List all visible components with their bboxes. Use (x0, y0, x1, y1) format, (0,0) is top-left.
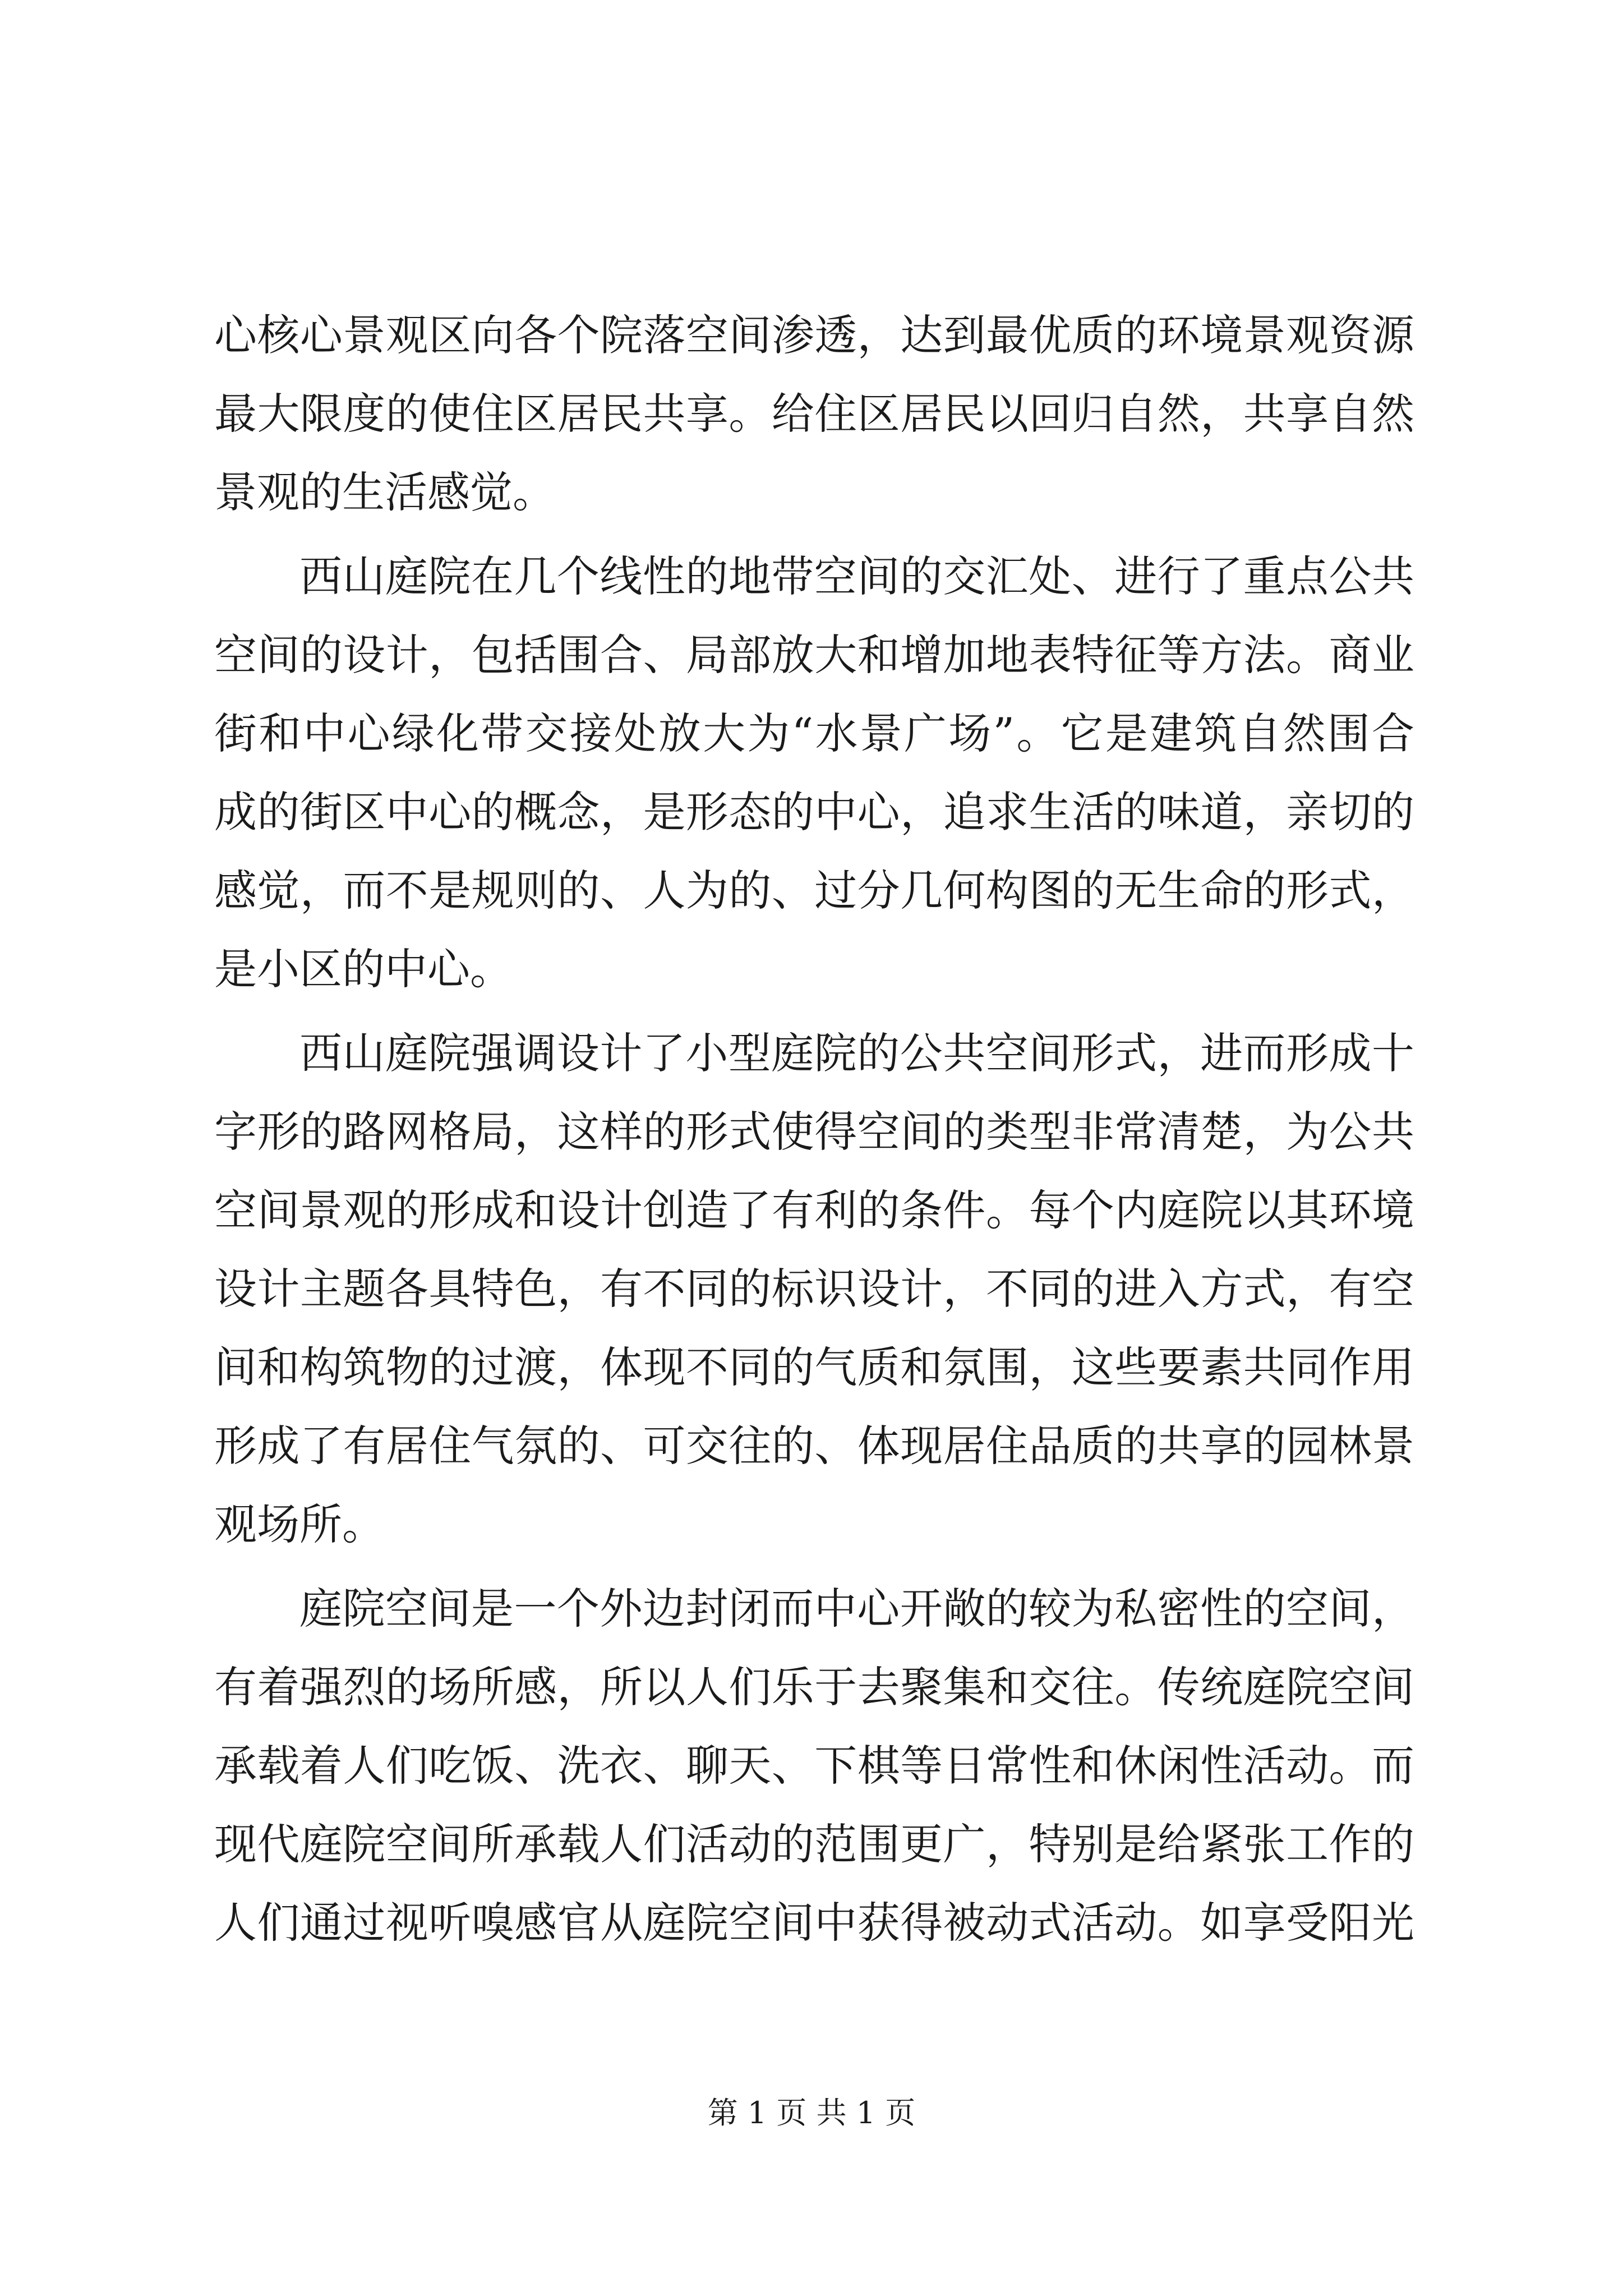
text-line: 西山庭院强调设计了小型庭院的公共空间形式，进而形成十 (299, 1028, 1414, 1078)
text-line: 最大限度的使住区居民共享。给住区居民以回归自然，共享自然 (214, 389, 1414, 439)
text-line: 有着强烈的场所感，所以人们乐于去聚集和交往。传统庭院空间 (214, 1662, 1414, 1712)
text-line: 形成了有居住气氛的、可交往的、体现居住品质的共享的园林景 (214, 1421, 1414, 1471)
text-line: 观场所。 (214, 1499, 385, 1549)
text-line: 成的街区中心的概念，是形态的中心，追求生活的味道，亲切的 (214, 787, 1414, 837)
text-line: 间和构筑物的过渡，体现不同的气质和氛围，这些要素共同作用 (214, 1342, 1414, 1392)
body-text (214, 296, 1414, 1962)
text-line: 景观的生活感觉。 (214, 467, 555, 517)
text-line: 设计主题各具特色，有不同的标识设计，不同的进入方式，有空 (214, 1264, 1414, 1314)
text-line: 空间的设计，包括围合、局部放大和增加地表特征等方法。商业 (214, 630, 1414, 680)
text-line: 承载着人们吃饭、洗衣、聊天、下棋等日常性和休闲性活动。而 (214, 1741, 1414, 1791)
text-line: 庭院空间是一个外边封闭而中心开敞的较为私密性的空间， (299, 1584, 1414, 1634)
text-line: 字形的路网格局，这样的形式使得空间的类型非常清楚，为公共 (214, 1107, 1414, 1157)
text-line: 空间景观的形成和设计创造了有利的条件。每个内庭院以其环境 (214, 1185, 1414, 1235)
text-line: 西山庭院在几个线性的地带空间的交汇处、进行了重点公共 (299, 551, 1414, 601)
text-line: 街和中心绿化带交接处放大为“水景广场”。它是建筑自然围合 (214, 708, 1414, 758)
page-footer: 第 1 页 共 1 页 (707, 2095, 916, 2131)
text-line: 是小区的中心。 (214, 944, 513, 994)
text-line: 感觉，而不是规则的、人为的、过分几何构图的无生命的形式， (214, 866, 1414, 915)
text-line: 心核心景观区向各个院落空间渗透，达到最优质的环境景观资源 (214, 310, 1414, 360)
text-line: 现代庭院空间所承载人们活动的范围更广，特别是给紧张工作的 (214, 1819, 1414, 1869)
text-line: 人们通过视听嗅感官从庭院空间中获得被动式活动。如享受阳光 (214, 1898, 1414, 1948)
